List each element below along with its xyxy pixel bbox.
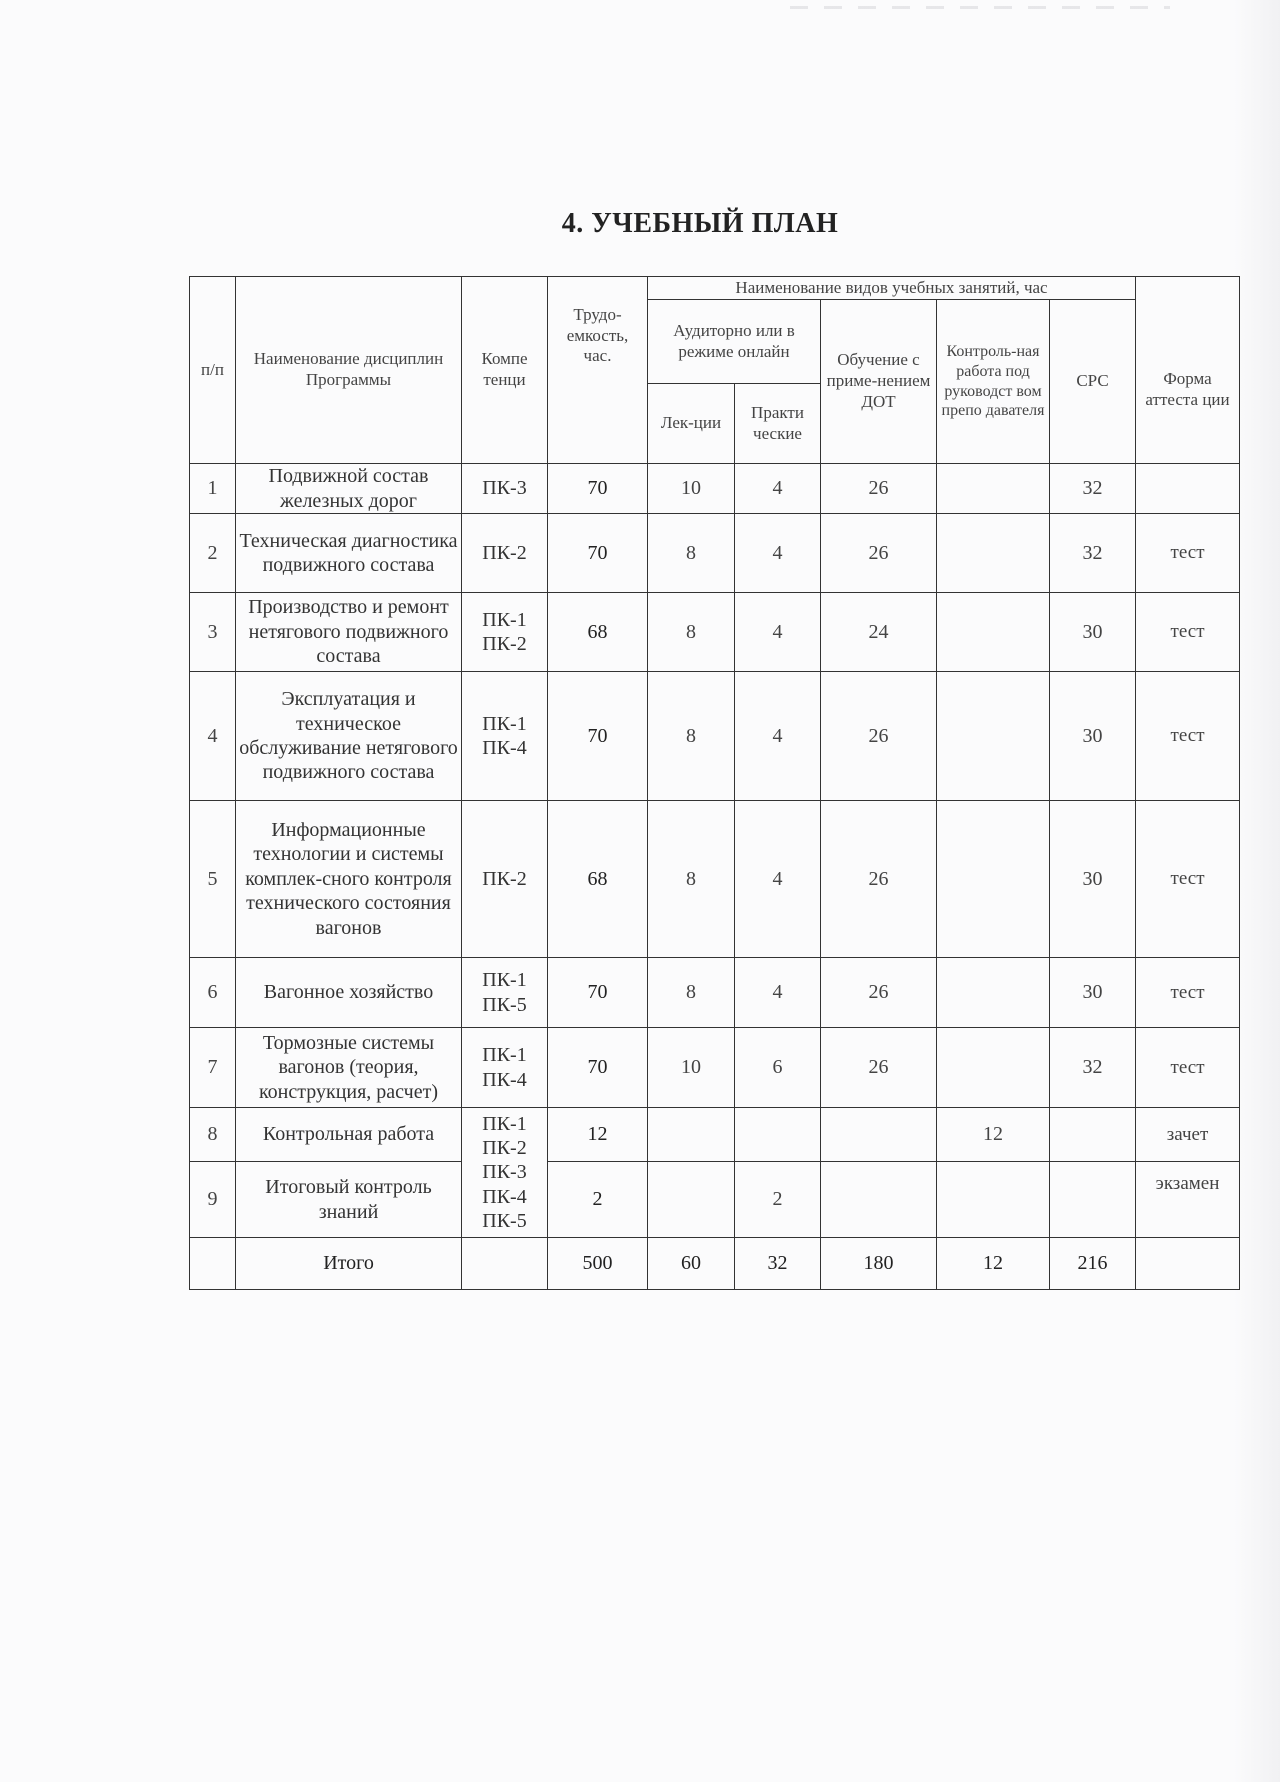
cell-srs: 32 (1050, 514, 1136, 593)
cell-discipline: Эксплуатация и техническое обслуживание нетягового подвижного состава (236, 672, 462, 801)
table-row (190, 464, 1240, 514)
cell-lect (648, 1108, 735, 1162)
cell-srs: 32 (1050, 1028, 1136, 1108)
cell-comp: ПК-3 (462, 464, 548, 514)
page-title: 4. УЧЕБНЫЙ ПЛАН (561, 208, 839, 239)
cell-form: тест (1136, 514, 1240, 593)
table-row (190, 801, 1240, 958)
cell-dot: 26 (821, 1028, 937, 1108)
total-labor: 500 (548, 1238, 648, 1290)
header-num: п/п (190, 277, 236, 464)
total-lect: 60 (648, 1238, 735, 1290)
cell-dot (821, 1162, 937, 1238)
cell-num: 7 (190, 1028, 236, 1108)
cell-num: 4 (190, 672, 236, 801)
total-row (190, 1238, 1240, 1290)
cell-srs: 30 (1050, 801, 1136, 958)
cell-lect: 10 (648, 1028, 735, 1108)
header-ctrl: Контроль-ная работа под руководст вом препо давателя (937, 300, 1050, 464)
cell-lect: 8 (648, 672, 735, 801)
header-form: Форма аттеста ции (1136, 277, 1240, 464)
cell-discipline: Техническая диагностика подвижного состава (236, 514, 462, 593)
cell-ctrl (937, 1162, 1050, 1238)
table-row (190, 1028, 1240, 1108)
header-dot: Обучение с приме-нением ДОТ (821, 300, 937, 464)
cell-form: экзамен (1136, 1162, 1240, 1238)
cell-prac: 6 (735, 1028, 821, 1108)
cell-srs: 30 (1050, 593, 1136, 672)
scan-artifact-line (790, 6, 1170, 9)
cell-comp: ПК-1 ПК-5 (462, 958, 548, 1028)
cell-srs: 30 (1050, 672, 1136, 801)
cell-ctrl (937, 672, 1050, 801)
cell-prac: 4 (735, 958, 821, 1028)
cell-num: 5 (190, 801, 236, 958)
cell-labor: 70 (548, 1028, 648, 1108)
cell-dot: 26 (821, 801, 937, 958)
cell-num: 6 (190, 958, 236, 1028)
cell-form (1136, 1238, 1240, 1290)
cell-ctrl (937, 958, 1050, 1028)
cell-ctrl: 12 (937, 1108, 1050, 1162)
header-row-1 (190, 277, 1240, 300)
cell-labor: 70 (548, 514, 648, 593)
cell-form (1136, 464, 1240, 514)
cell-form: тест (1136, 801, 1240, 958)
cell-ctrl (937, 514, 1050, 593)
cell-prac: 4 (735, 464, 821, 514)
cell-num: 3 (190, 593, 236, 672)
total-dot: 180 (821, 1238, 937, 1290)
cell-comp: ПК-2 (462, 801, 548, 958)
cell-lect: 10 (648, 464, 735, 514)
cell-labor: 70 (548, 672, 648, 801)
scan-shadow-edge (1234, 0, 1280, 1782)
cell-srs: 32 (1050, 464, 1136, 514)
cell-prac: 4 (735, 672, 821, 801)
cell-discipline: Вагонное хозяйство (236, 958, 462, 1028)
cell-discipline: Подвижной состав железных дорог (236, 464, 462, 514)
header-name: Наименование дисциплин Программы (236, 277, 462, 464)
cell-comp: ПК-1 ПК-4 (462, 1028, 548, 1108)
total-prac: 32 (735, 1238, 821, 1290)
cell-lect: 8 (648, 958, 735, 1028)
cell-discipline: Итоговый контроль знаний (236, 1162, 462, 1238)
cell-prac: 4 (735, 514, 821, 593)
total-srs: 216 (1050, 1238, 1136, 1290)
header-prac: Практи ческие (735, 384, 821, 464)
cell-num: 8 (190, 1108, 236, 1162)
cell-ctrl (937, 801, 1050, 958)
table-row (190, 593, 1240, 672)
cell-labor: 68 (548, 801, 648, 958)
cell-dot: 26 (821, 958, 937, 1028)
cell-discipline: Тормозные системы вагонов (теория, конструкция, расчет) (236, 1028, 462, 1108)
cell-comp: ПК-1 ПК-4 (462, 672, 548, 801)
header-srs: СРС (1050, 300, 1136, 464)
cell-dot: 26 (821, 514, 937, 593)
cell-labor: 68 (548, 593, 648, 672)
cell-comp: ПК-1 ПК-2 (462, 593, 548, 672)
cell-comp-merged: ПК-1 ПК-2 ПК-3 ПК-4 ПК-5 (462, 1108, 548, 1238)
cell-prac: 2 (735, 1162, 821, 1238)
cell-comp (462, 1238, 548, 1290)
total-label: Итого (236, 1238, 462, 1290)
header-lect: Лек-ции (648, 384, 735, 464)
cell-lect (648, 1162, 735, 1238)
cell-srs (1050, 1162, 1136, 1238)
table-row (190, 958, 1240, 1028)
cell-form: тест (1136, 1028, 1240, 1108)
cell-srs: 30 (1050, 958, 1136, 1028)
cell-srs (1050, 1108, 1136, 1162)
header-types: Наименование видов учебных занятий, час (648, 277, 1136, 300)
curriculum-table (189, 276, 1240, 1290)
cell-dot: 24 (821, 593, 937, 672)
cell-form: зачет (1136, 1108, 1240, 1162)
cell-num: 2 (190, 514, 236, 593)
cell-num: 1 (190, 464, 236, 514)
cell-discipline: Контрольная работа (236, 1108, 462, 1162)
cell-lect: 8 (648, 593, 735, 672)
cell-comp: ПК-2 (462, 514, 548, 593)
table-row (190, 1162, 1240, 1238)
cell-num (190, 1238, 236, 1290)
cell-ctrl (937, 1028, 1050, 1108)
cell-labor: 12 (548, 1108, 648, 1162)
cell-form: тест (1136, 593, 1240, 672)
header-aud: Аудиторно или в режиме онлайн (648, 300, 821, 384)
total-ctrl: 12 (937, 1238, 1050, 1290)
cell-form: тест (1136, 958, 1240, 1028)
cell-lect: 8 (648, 514, 735, 593)
table-row (190, 1108, 1240, 1162)
table-row (190, 514, 1240, 593)
cell-lect: 8 (648, 801, 735, 958)
header-comp: Компе тенци (462, 277, 548, 464)
cell-ctrl (937, 593, 1050, 672)
cell-dot (821, 1108, 937, 1162)
cell-ctrl (937, 464, 1050, 514)
cell-form: тест (1136, 672, 1240, 801)
cell-prac: 4 (735, 801, 821, 958)
cell-labor: 2 (548, 1162, 648, 1238)
cell-prac: 4 (735, 593, 821, 672)
header-labor: Трудо-емкость, час. (548, 277, 648, 464)
table-row (190, 672, 1240, 801)
cell-labor: 70 (548, 464, 648, 514)
cell-prac (735, 1108, 821, 1162)
cell-dot: 26 (821, 464, 937, 514)
cell-dot: 26 (821, 672, 937, 801)
cell-labor: 70 (548, 958, 648, 1028)
cell-num: 9 (190, 1162, 236, 1238)
cell-discipline: Информационные технологии и системы комплек-сного контроля технического состояния вагонов (236, 801, 462, 958)
cell-discipline: Производство и ремонт нетягового подвижного состава (236, 593, 462, 672)
